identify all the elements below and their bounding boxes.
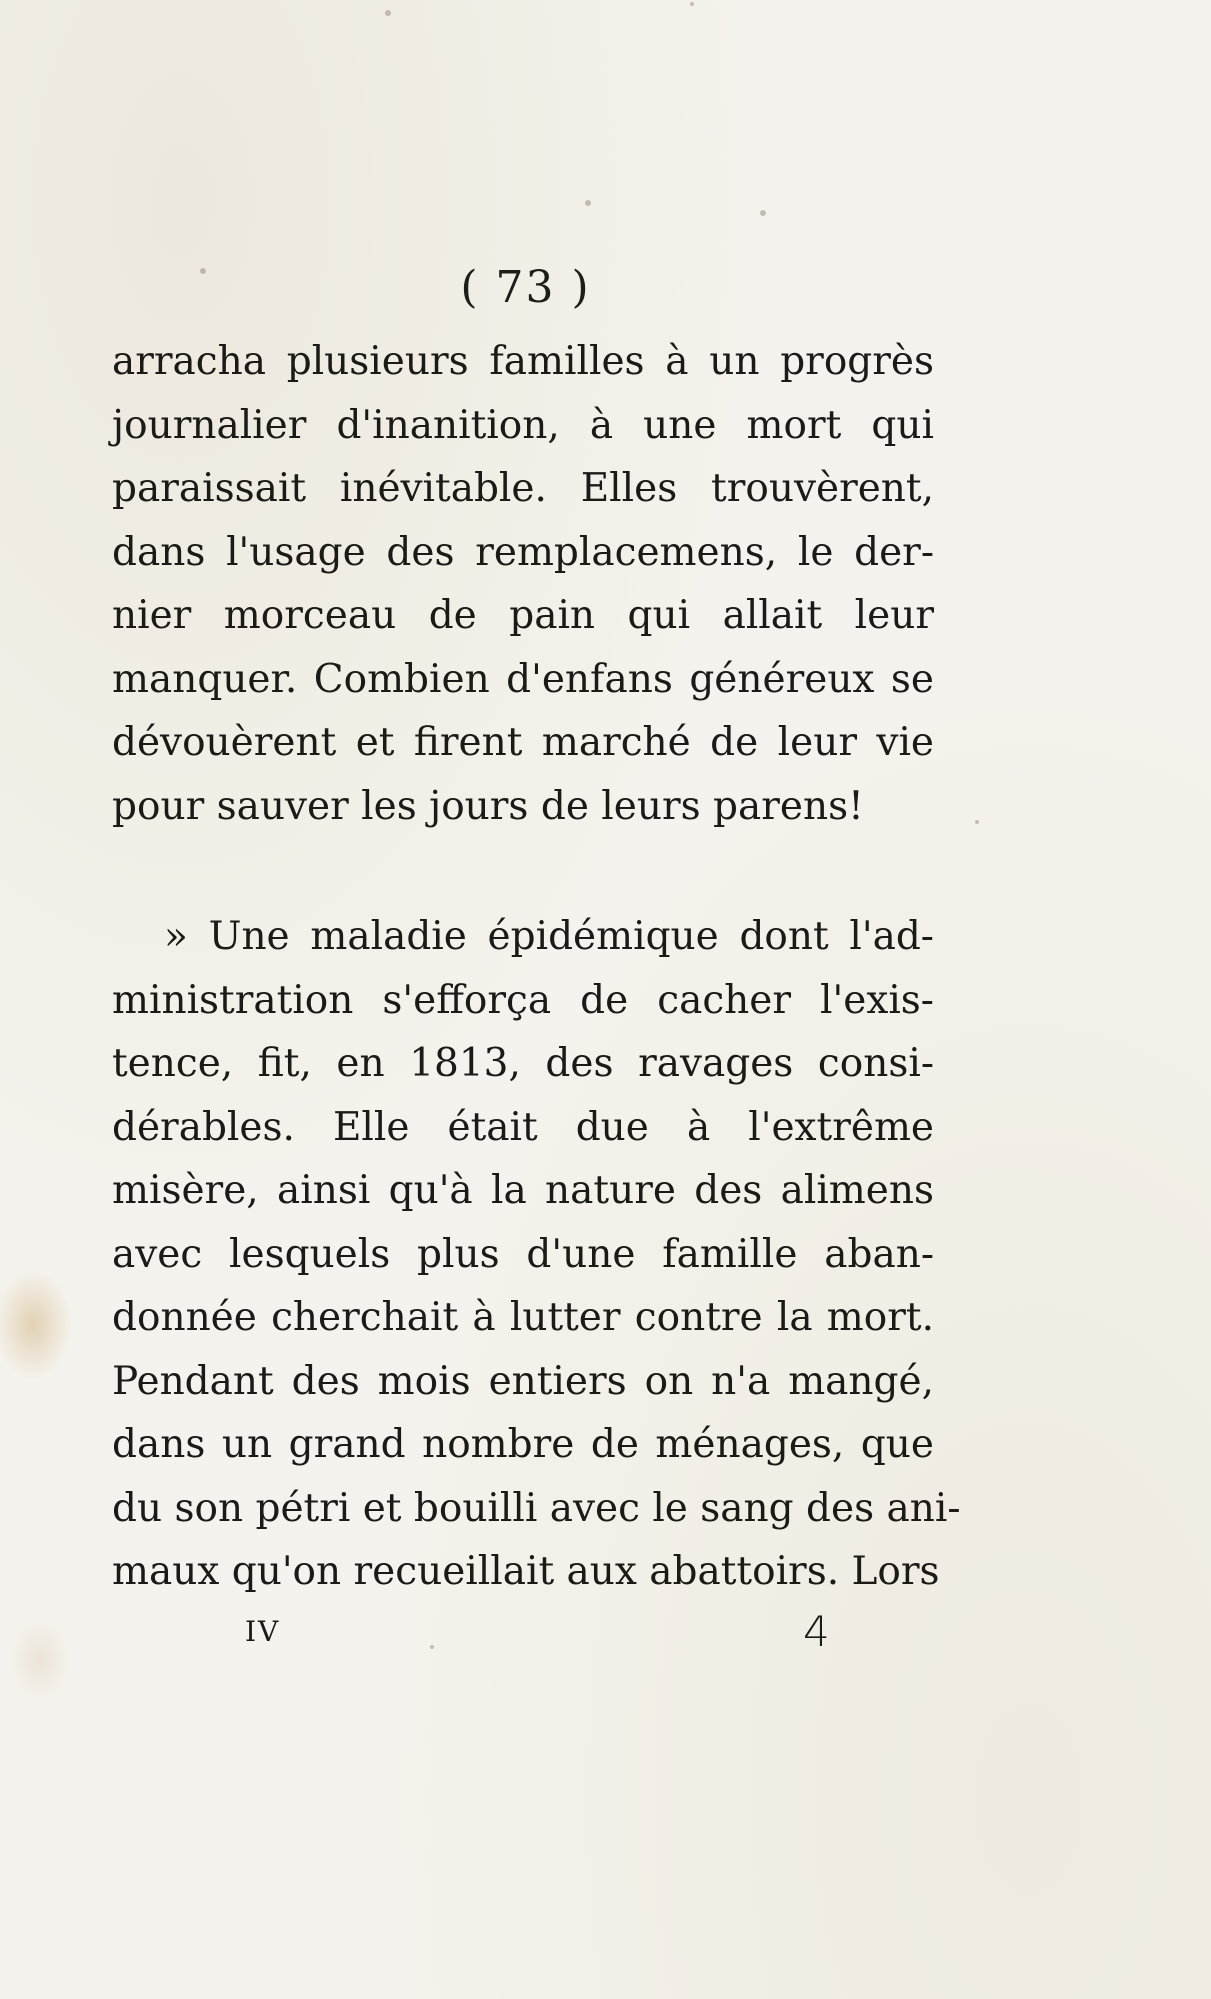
text-line: du son pétri et bouilli avec le sang des ani- [112, 1485, 961, 1531]
paper-speck [760, 210, 766, 216]
text-line: manquer. Combien d'enfans généreux se [112, 656, 934, 702]
text-line: dérables. Elle était due à l'extrême [112, 1104, 934, 1150]
signature-mark: IV [245, 1615, 281, 1648]
page-number-header: ( 73 ) [460, 262, 591, 313]
text-line: tence, fit, en 1813, des ravages consi- [112, 1041, 934, 1086]
text-line: » Une maladie épidémique dont l'ad- [164, 914, 934, 959]
text-line: dévouèrent et firent marché de leur vie [112, 720, 934, 765]
paper-stain [0, 1270, 72, 1380]
paper-speck [430, 1645, 434, 1649]
paper-stain [10, 1620, 70, 1700]
text-line: dans un grand nombre de ménages, que [112, 1422, 934, 1467]
text-line: arracha plusieurs familles à un progrès [112, 339, 934, 384]
text-line: avec lesquels plus d'une famille aban- [112, 1231, 934, 1277]
paper-speck [585, 200, 591, 206]
paragraph-1 [112, 330, 934, 838]
text-line: journalier d'inanition, à une mort qui [112, 402, 934, 448]
text-line: donnée cherchait à lutter contre la mort. [112, 1295, 934, 1340]
paper-speck [385, 10, 391, 16]
text-line: misère, ainsi qu'à la nature des alimens [112, 1168, 934, 1213]
text-line: Pendant des mois entiers on n'a mangé, [112, 1358, 934, 1404]
paper-speck [975, 820, 979, 824]
text-line: maux qu'on recueillait aux abattoirs. Lors [112, 1549, 940, 1594]
text-line: pour sauver les jours de leurs parens! [112, 783, 864, 829]
paragraph-2 [112, 905, 961, 1604]
paper-speck [690, 2, 694, 6]
text-line: dans l'usage des remplacemens, le der- [112, 529, 934, 575]
leaf-number: 4 [803, 1607, 830, 1656]
text-line: ministration s'efforça de cacher l'exis- [112, 977, 934, 1023]
text-line: paraissait inévitable. Elles trouvèrent, [112, 466, 934, 511]
text-line: nier morceau de pain qui allait leur [112, 593, 934, 638]
